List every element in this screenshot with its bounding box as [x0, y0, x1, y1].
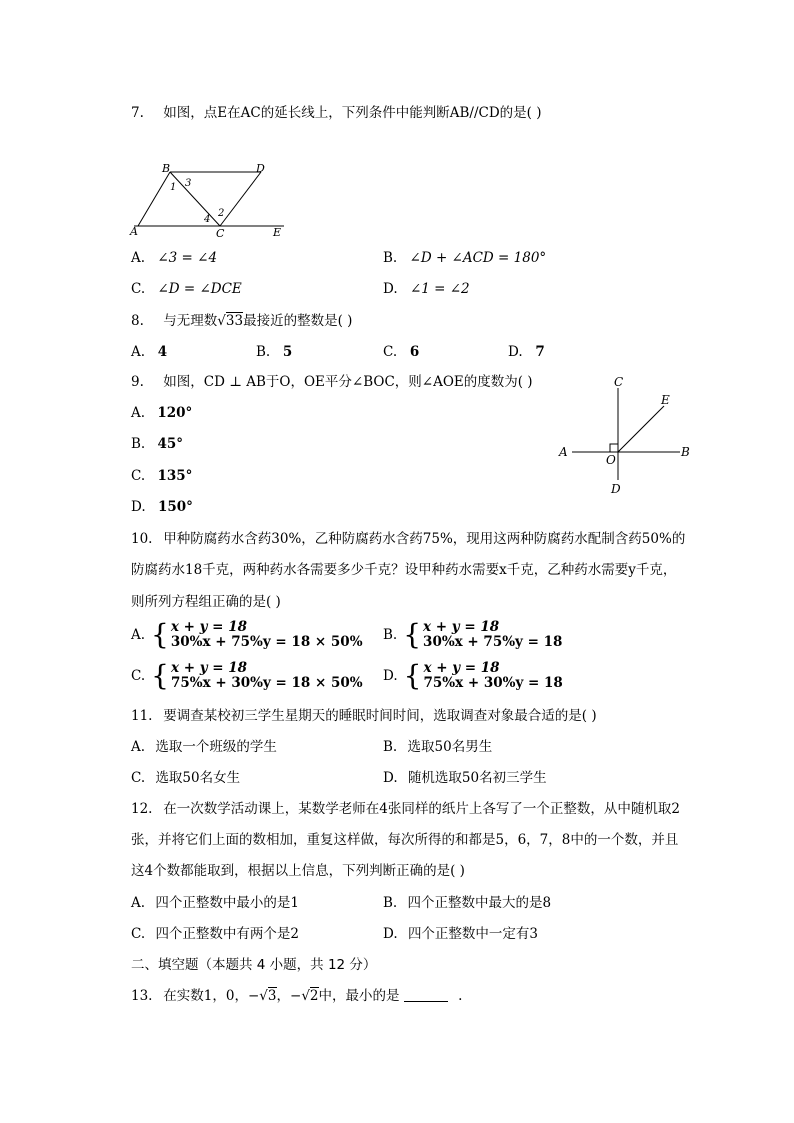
- q9-label-c: C: [614, 375, 624, 389]
- q7-angle-2: 2: [218, 208, 225, 219]
- q9-label-a: A: [559, 445, 568, 459]
- q7-option-c[interactable]: C. ∠D = ∠DCE: [131, 281, 242, 297]
- section-heading-fill-in: 二、填空题（本题共 4 小题，共 12 分）: [131, 957, 377, 973]
- q10-option-d[interactable]: D. { x + y = 18 75%x + 30%y = 18: [383, 659, 563, 692]
- q9-stem: [131, 372, 533, 392]
- q12-option-c[interactable]: C. 四个正整数中有两个是2: [131, 926, 300, 942]
- q11-option-a[interactable]: A. 选取一个班级的学生: [131, 739, 277, 755]
- q13-answer-blank[interactable]: [404, 987, 448, 1002]
- q7-label-a: A: [130, 225, 138, 238]
- q9-label-e: E: [661, 393, 670, 407]
- q7-line-ab: [138, 172, 170, 226]
- q11-option-b[interactable]: B. 选取50名男生: [383, 739, 493, 755]
- q13-stem: 13. 在实数1，0，−√3，−√2中，最小的是 .: [131, 988, 463, 1004]
- q12-option-b[interactable]: B. 四个正整数中最大的是8: [383, 895, 552, 911]
- q10-option-c[interactable]: C. { x + y = 18 75%x + 30%y = 18 × 50%: [131, 659, 363, 692]
- q9-label-o: O: [606, 453, 616, 467]
- q7-stem: [131, 103, 541, 123]
- q11-stem: 11. 要调查某校初三学生星期天的睡眠时间时间，选取调查对象最合适的是( ): [131, 708, 597, 724]
- brace-icon: {: [151, 618, 169, 651]
- q7-number: 7.: [131, 105, 144, 121]
- q7-text: 如图，点E在AC的延长线上，下列条件中能判断AB//CD的是( ): [163, 105, 542, 121]
- q7-figure: [128, 160, 288, 240]
- right-angle-icon: [610, 444, 618, 452]
- q7-label-b: B: [162, 162, 171, 175]
- q8-option-c[interactable]: C. 6: [383, 344, 420, 360]
- q13-number: 13.: [131, 988, 153, 1004]
- q7-label-e: E: [273, 226, 282, 239]
- q12-option-d[interactable]: D. 四个正整数中一定有3: [383, 926, 539, 942]
- q8-post: 最接近的整数是( ): [243, 313, 353, 329]
- q9-label-b: B: [681, 445, 690, 459]
- q8-pre: 与无理数: [163, 313, 218, 329]
- q12-stem-line1: 12. 在一次数学活动课上，某数学老师在4张同样的纸片上各写了一个正整数，从中随机取2: [131, 801, 680, 817]
- q7-option-a[interactable]: A. ∠3 = ∠4: [131, 250, 218, 266]
- q12-stem-line2: 张，并将它们上面的数相加，重复这样做，每次所得的和都是5，6，7，8中的一个数，并且: [131, 832, 679, 848]
- q11-option-c[interactable]: C. 选取50名女生: [131, 770, 241, 786]
- q11-number: 11.: [131, 708, 153, 724]
- brace-icon: {: [403, 659, 422, 692]
- q10-option-b[interactable]: B. { x + y = 18 30%x + 75%y = 18: [383, 618, 563, 651]
- q9-option-c[interactable]: C. 135°: [131, 468, 193, 484]
- q12-option-a[interactable]: A. 四个正整数中最小的是1: [131, 895, 299, 911]
- q12-stem-line3: 这4个数都能取到，根据以上信息，下列判断正确的是( ): [131, 863, 465, 879]
- q9-option-b[interactable]: B. 45°: [131, 436, 184, 452]
- sqrt-icon: √: [217, 313, 226, 329]
- q9-number: 9.: [131, 374, 144, 390]
- q10-number: 10.: [131, 531, 153, 547]
- q10-stem-line2: 防腐药水18千克，两种药水各需要多少千克？设甲种药水需要x千克，乙种药水需要y千克，: [131, 562, 677, 578]
- q10-stem-line1: 10. 甲种防腐药水含药30%，乙种防腐药水含药75%，现用这两种防腐药水配制含药50%的: [131, 531, 686, 547]
- q7-line-cd: [220, 172, 261, 226]
- q8-stem: [131, 311, 352, 331]
- q10-option-a[interactable]: A. { x + y = 18 30%x + 75%y = 18 × 50%: [131, 618, 363, 651]
- q7-angle-4: 4: [204, 214, 211, 225]
- q8-option-b[interactable]: B. 5: [256, 344, 293, 360]
- q8-number: 8.: [131, 313, 144, 329]
- q10-stem-line3: 则所列方程组正确的是( ): [131, 594, 281, 610]
- brace-icon: {: [151, 659, 169, 692]
- q7-label-d: D: [256, 162, 265, 175]
- sqrt-icon: √: [301, 988, 310, 1004]
- q9-label-d: D: [611, 482, 621, 496]
- q12-number: 12.: [131, 801, 153, 817]
- q8-option-d[interactable]: D. 7: [508, 344, 545, 360]
- q7-angle-1: 1: [170, 182, 177, 193]
- sqrt-icon: √: [259, 988, 268, 1004]
- q9-figure: [552, 372, 702, 500]
- q9-option-d[interactable]: D. 150°: [131, 499, 193, 515]
- q9-option-a[interactable]: A. 120°: [131, 405, 193, 421]
- q7-option-b[interactable]: B. ∠D + ∠ACD = 180°: [383, 250, 547, 266]
- q7-label-c: C: [216, 227, 225, 240]
- q11-option-d[interactable]: D. 随机选取50名初三学生: [383, 770, 547, 786]
- q9-line-oe: [618, 406, 664, 452]
- q7-option-d[interactable]: D. ∠1 = ∠2: [383, 281, 470, 297]
- q8-radicand: 33: [225, 313, 244, 329]
- q7-angle-3: 3: [185, 178, 192, 189]
- brace-icon: {: [403, 618, 422, 651]
- q8-option-a[interactable]: A. 4: [131, 344, 168, 360]
- q7-line-bc: [170, 172, 220, 226]
- q9-text: 如图，CD ⊥ AB于O，OE平分∠BOC，则∠AOE的度数为( ): [163, 374, 533, 390]
